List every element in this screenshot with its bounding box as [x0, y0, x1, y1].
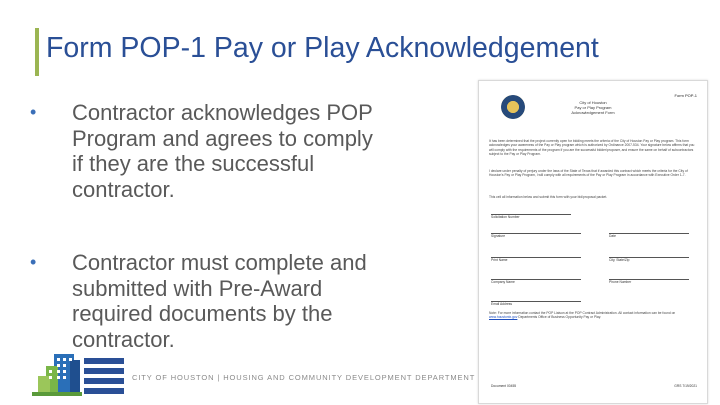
note-link: www.houstontx.gov: [489, 315, 518, 320]
document-paragraph: This cell all information below and submit this form with your bid/proposal packet.: [489, 195, 608, 199]
form-number: Form POP-1: [674, 93, 697, 98]
document-paragraph: It has been determined that the project currently open for bidding meets the criteria of the City of Houston Pay or Play program. This form acknowledges your awareness of the Pay or Play program which is authorized by Ordinance 2007-534. Your signature below affirms that you will comply with the requirements of the program if you are the successful bidder/proposer, and ensure the same on behalf of subcontractors subject to the Pay or Play Program.: [489, 139, 695, 156]
date-line: [609, 233, 689, 234]
bullet-text: Contractor acknowledges POP Program and agrees to comply if they are the successful contractor.: [72, 100, 373, 202]
bullet-item: [30, 100, 380, 202]
solicitation-label: Solicitation Number: [491, 215, 520, 219]
city-state-zip-label: City, State/Zip: [609, 258, 630, 262]
bullet-text: Contractor must complete and submitted with Pre-Award required documents by the contractor.: [72, 250, 367, 352]
heading-line: Pay or Play Program: [574, 105, 612, 110]
signature-label: Signature: [491, 234, 506, 238]
company-name-label: Company Name: [491, 280, 515, 284]
document-paragraph: I declare under penalty of perjury under the laws of the State of Texas that if awarded this contract which meets the criteria for the City of Houston's Pay or Play Program, I will comply with all requirements of the Pay or Play Program in accordance with Executive Order 1-7.: [489, 169, 688, 178]
note-text: Note: For more information contact the POP Liaison at the POP Contract Administration. All contact information can be found on: [489, 311, 676, 315]
print-name-label: Print Name: [491, 258, 508, 262]
heading-line: City of Houston: [579, 100, 607, 105]
bullet-dot: •: [30, 252, 37, 272]
phone-label: Phone Number: [609, 280, 632, 284]
bullet-item: [30, 250, 380, 352]
footer-department-text: CITY OF HOUSTON | HOUSING AND COMMUNITY DEVELOPMENT DEPARTMENT: [132, 373, 476, 382]
document-revision: GRS 7/19/2021: [674, 384, 697, 388]
title-accent-bar: [35, 28, 39, 76]
slide-title: Form POP-1 Pay or Play Acknowledgement: [46, 32, 599, 64]
date-label: Date: [609, 234, 616, 238]
document-number: Document 00455: [491, 384, 517, 388]
email-label: Email Address: [491, 302, 513, 306]
form-pop1-document: [478, 80, 708, 404]
bullet-dot: •: [30, 102, 37, 122]
heading-line: Acknowledgement Form: [571, 110, 615, 115]
hcd-logo: [30, 352, 128, 398]
document-heading: [479, 100, 707, 115]
note-tail: Departments Office of Business Opportunity Pay or Play.: [518, 315, 602, 320]
document-note: [489, 311, 695, 320]
